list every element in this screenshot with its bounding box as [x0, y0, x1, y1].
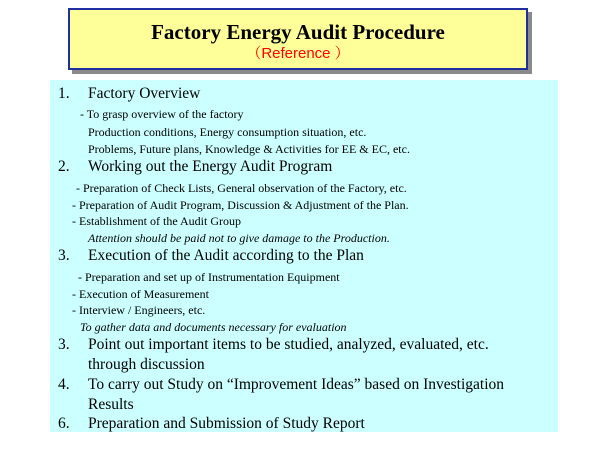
- section-title: Execution of the Audit according to the Plan: [88, 247, 364, 264]
- page-subtitle: （Reference ）: [246, 45, 350, 62]
- section-title: To carry out Study on “Improvement Ideas” based on Investigation: [88, 376, 505, 393]
- section-3-item: - Preparation and set up of Instrumentation Equipment: [78, 270, 340, 284]
- section-2-item: - Preparation of Check Lists, General observation of the Factory, etc.: [76, 181, 407, 195]
- section-6-heading: [58, 414, 365, 434]
- section-number: 3.: [58, 336, 70, 353]
- section-title: Working out the Energy Audit Program: [88, 158, 333, 175]
- section-number: 3.: [58, 247, 70, 264]
- section-3-item: - Interview / Engineers, etc.: [72, 303, 206, 317]
- section-number: 6.: [58, 415, 70, 432]
- section-1-item: - To grasp overview of the factory: [80, 107, 244, 121]
- section-title: Point out important items to be studied, analyzed, evaluated, etc.: [88, 336, 489, 353]
- section-2-item: - Preparation of Audit Program, Discussion & Adjustment of the Plan.: [72, 198, 409, 212]
- section-3-heading: [58, 246, 364, 266]
- section-number: 2.: [58, 158, 70, 175]
- page-title: Factory Energy Audit Procedure: [151, 20, 445, 44]
- section-3-item: - Execution of Measurement: [72, 287, 209, 301]
- section-2-heading: [58, 157, 332, 177]
- section-title: Preparation and Submission of Study Report: [88, 415, 365, 432]
- section-title: Factory Overview: [88, 85, 201, 102]
- procedure-list: [50, 80, 558, 432]
- section-5-heading: [58, 375, 504, 395]
- section-1-item: Production conditions, Energy consumption situation, etc.: [88, 125, 367, 139]
- section-4-heading: [58, 335, 489, 355]
- section-1-item: Problems, Future plans, Knowledge & Activities for EE & EC, etc.: [88, 142, 410, 156]
- section-4-heading-cont: through discussion: [88, 356, 205, 373]
- section-3-note: To gather data and documents necessary for evaluation: [80, 320, 347, 334]
- section-5-heading-cont: Results: [88, 396, 134, 413]
- section-number: 4.: [58, 376, 70, 393]
- section-2-note: Attention should be paid not to give damage to the Production.: [88, 231, 390, 245]
- section-2-item: - Establishment of the Audit Group: [72, 214, 241, 228]
- section-1-heading: [58, 84, 200, 104]
- title-box: [68, 8, 528, 70]
- section-number: 1.: [58, 85, 70, 102]
